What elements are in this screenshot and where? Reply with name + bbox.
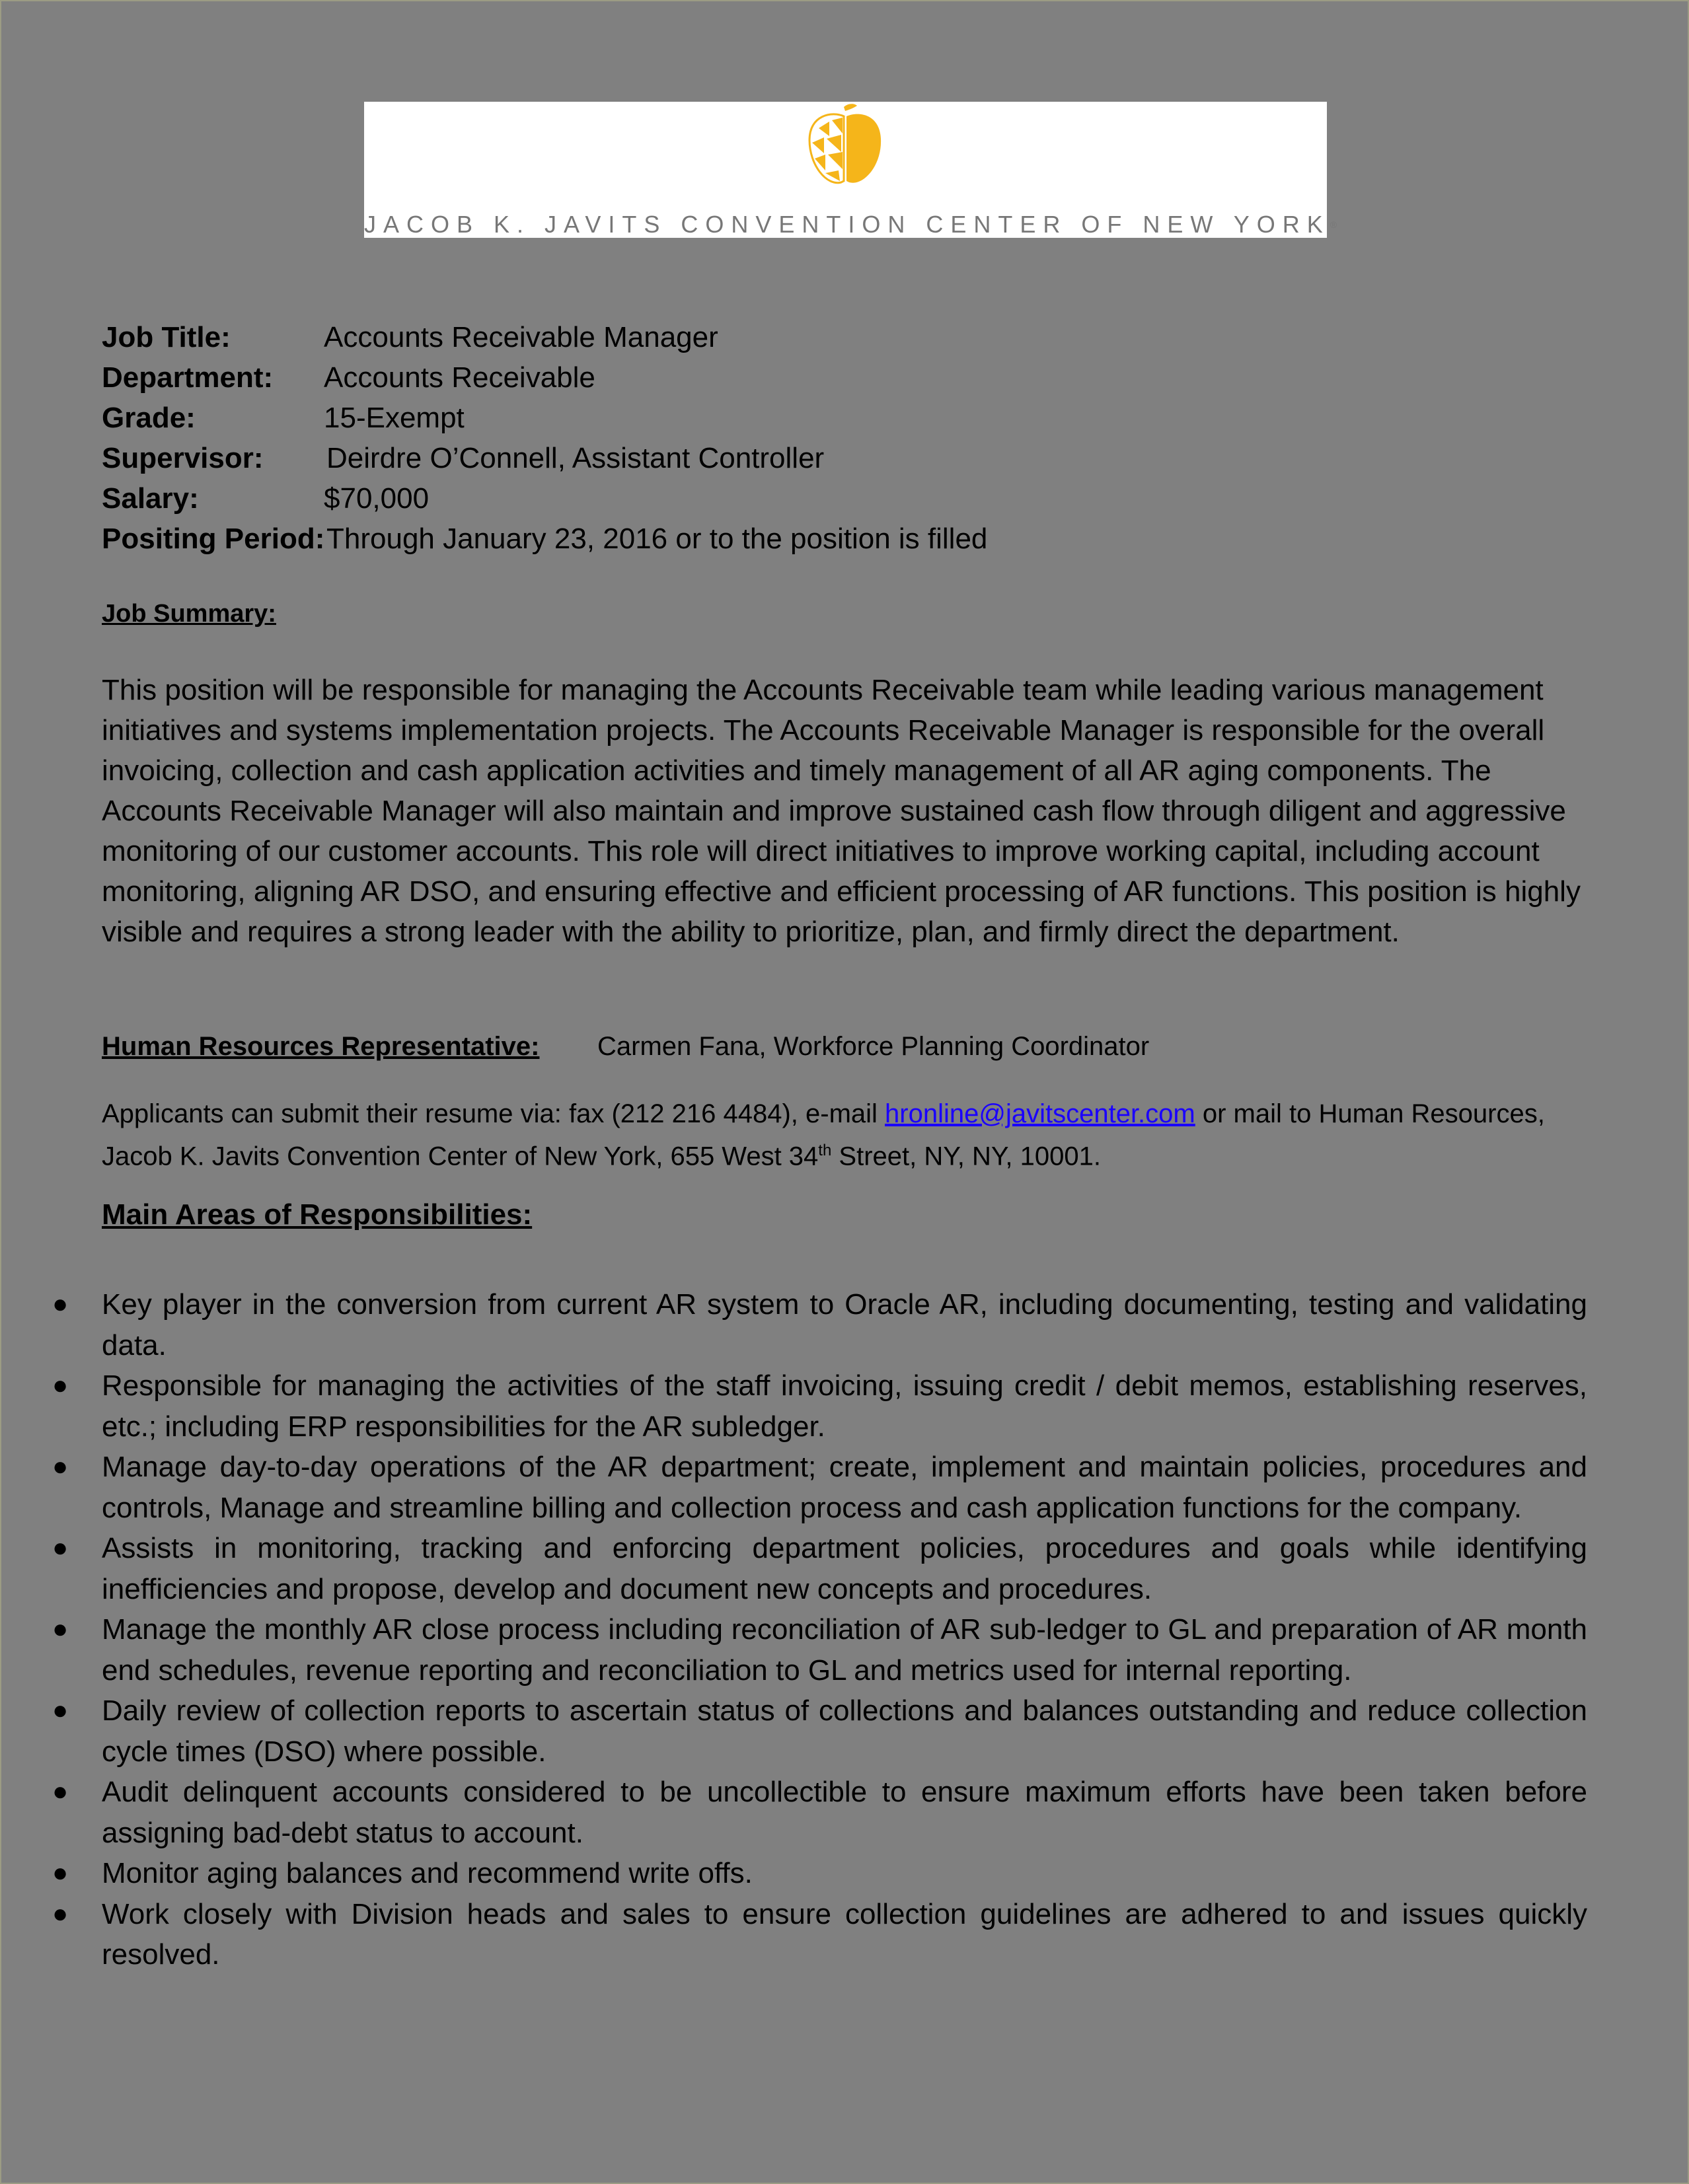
applicants-suffix: Street, NY, NY, 10001. — [831, 1142, 1101, 1171]
list-item: ● Monitor aging balances and recommend write offs. — [102, 1853, 1587, 1894]
bullet-icon: ● — [52, 1696, 69, 1725]
field-salary — [102, 478, 430, 519]
logo-banner — [364, 102, 1337, 238]
applicants-instructions — [102, 1095, 1589, 1175]
field-value: Accounts Receivable — [324, 361, 595, 394]
bullet-icon: ● — [52, 1777, 69, 1806]
bullet-icon: ● — [52, 1899, 69, 1928]
list-item: ● Audit delinquent accounts considered to be uncollectible to ensure maximum efforts have been taken before assigning bad-debt status to account. — [102, 1772, 1587, 1853]
field-job-title — [102, 317, 718, 357]
field-grade — [102, 398, 465, 438]
bullet-icon: ● — [52, 1533, 69, 1562]
bullet-icon: ● — [52, 1858, 69, 1887]
applicants-middle: or mail to Human Resources, Jacob K. Javits Convention Center of New York, 655 West 34 — [102, 1099, 1545, 1171]
logo-text: JACOB K. JAVITS CONVENTION CENTER OF NEW YORK® — [364, 211, 1337, 238]
field-posting-period — [102, 519, 988, 559]
field-value: Through January 23, 2016 or to the position is filled — [326, 523, 988, 555]
hr-representative-heading: Human Resources Representative: — [102, 1032, 540, 1061]
list-item: ● Manage day-to-day operations of the AR department; create, implement and maintain policies, procedures and controls, Manage and streamline billing and collection process and cash application functions for the company. — [102, 1447, 1587, 1528]
field-label: Positing Period: — [102, 523, 325, 555]
field-value: 15-Exempt — [324, 402, 465, 434]
bullet-icon: ● — [52, 1615, 69, 1644]
list-item: ● Assists in monitoring, tracking and enforcing department policies, procedures and goals while identifying inefficiencies and propose, develop and document new concepts and procedures. — [102, 1528, 1587, 1609]
applicants-prefix: Applicants can submit their resume via: fax (212 216 4484), e-mail — [102, 1099, 885, 1128]
job-summary-heading: Job Summary: — [102, 600, 276, 628]
field-label: Salary: — [102, 482, 199, 515]
field-label: Job Title: — [102, 321, 231, 353]
bullet-icon: ● — [52, 1290, 69, 1319]
list-item: ● Work closely with Division heads and sales to ensure collection guidelines are adhered to and issues quickly resolved. — [102, 1894, 1587, 1975]
field-supervisor — [102, 438, 825, 478]
ordinal-suffix: th — [818, 1142, 832, 1159]
list-item: ● Responsible for managing the activities of the staff invoicing, issuing credit / debit memos, establishing reserves, etc.; including ERP responsibilities for the AR subledger. — [102, 1365, 1587, 1447]
bullet-icon: ● — [52, 1371, 69, 1400]
email-link[interactable]: hronline@javitscenter.com — [885, 1099, 1195, 1128]
responsibilities-list — [52, 1284, 1587, 1975]
list-item: ● Daily review of collection reports to ascertain status of collections and balances outstanding and reduce collection cycle times (DSO) where possible. — [102, 1691, 1587, 1772]
field-label: Grade: — [102, 402, 196, 434]
field-department — [102, 357, 595, 398]
field-value: Deirdre O’Connell, Assistant Controller — [326, 442, 825, 474]
bullet-icon: ● — [52, 1452, 69, 1481]
hr-representative-value: Carmen Fana, Workforce Planning Coordinator — [597, 1032, 1150, 1061]
job-fields — [102, 317, 988, 559]
responsibilities-heading: Main Areas of Responsibilities: — [102, 1198, 533, 1231]
list-item: ● Manage the monthly AR close process including reconciliation of AR sub-ledger to GL and preparation of AR month end schedules, revenue reporting and reconciliation to GL and metrics used for internal reporting. — [102, 1609, 1587, 1691]
field-label: Department: — [102, 361, 274, 394]
apple-icon — [792, 102, 898, 194]
field-value: Accounts Receivable Manager — [324, 321, 718, 353]
field-value: $70,000 — [324, 482, 430, 515]
list-item: ● Key player in the conversion from current AR system to Oracle AR, including documenting, testing and validating data. — [102, 1284, 1587, 1365]
job-summary-text: This position will be responsible for managing the Accounts Receivable team while leading various management initiatives and systems implementation projects. The Accounts Receivable Manager is responsible for the overall invoicing, collection and cash application activities and timely management of all AR aging components. The Accounts Receivable Manager will also maintain and improve sustained cash flow through diligent and aggressive monitoring of our customer accounts. This role will direct initiatives to improve working capital, including account monitoring, aligning AR DSO, and ensuring effective and efficient processing of AR functions. This position is highly visible and requires a strong leader with the ability to prioritize, plan, and firmly direct the department. — [102, 674, 1581, 948]
field-label: Supervisor: — [102, 442, 264, 474]
